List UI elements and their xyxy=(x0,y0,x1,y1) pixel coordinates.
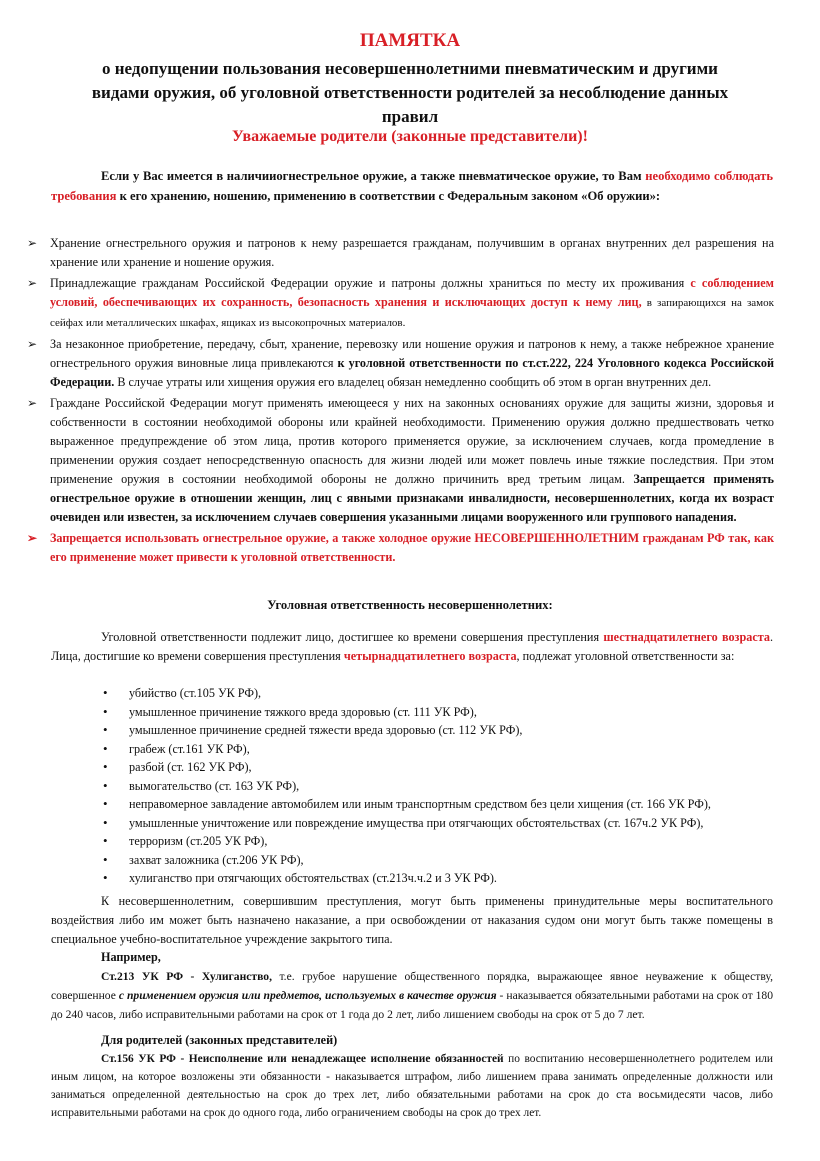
rule-warning-text: Запрещается использовать огнестрельное оружие, а также холодное оружие НЕСОВЕРШЕННОЛЕТНИМ гражданам РФ так, как его применение может привести к уголовной ответственности. xyxy=(50,531,774,564)
arrow-bullet-icon: ➢ xyxy=(27,337,38,351)
bullet-dot-icon: • xyxy=(103,796,108,811)
arrow-bullet-icon: ➢ xyxy=(27,276,38,290)
rule-item xyxy=(27,394,774,527)
crime-item xyxy=(103,721,773,740)
bullet-dot-icon: • xyxy=(103,685,108,700)
bullet-dot-icon: • xyxy=(103,703,108,719)
liability-text-1: Уголовной ответственности подлежит лицо, достигшее ко времени совершения преступления xyxy=(101,630,604,644)
crime-item xyxy=(103,851,773,870)
crime-text: терроризм (ст.205 УК РФ), xyxy=(129,834,268,848)
crime-item xyxy=(103,869,773,888)
measures-paragraph: К несовершеннолетним, совершившим преступления, могут быть применены принудительные меры воспитательного воздействия либо им может быть назначено наказание, а при освобождении от наказания судом они могут быть также помещены в специальное учебно-воспитательное учреждение закрытого типа. xyxy=(51,894,773,946)
article-156-title: Ст.156 УК РФ - Неисполнение или ненадлежащее исполнение обязанностей xyxy=(101,1053,504,1065)
bullet-dot-icon: • xyxy=(103,722,108,737)
crime-item xyxy=(103,832,773,851)
article-213-text-1: т.е. грубое нарушение общественного порядка, выражающее явное неуважение к обществу, совершенное xyxy=(51,970,773,1002)
liability-text-3: , подлежат уголовной ответственности за: xyxy=(516,649,735,663)
rule-text: Хранение огнестрельного оружия и патронов к нему разрешается гражданам, получившим в органах внутренних дел разрешения на хранение или хранение и ношение оружия. xyxy=(50,236,774,269)
bullet-dot-icon: • xyxy=(103,814,108,830)
crime-item xyxy=(103,814,773,833)
crime-text: неправомерное завладение автомобилем или иным транспортным средством без цели хищения (ст. 166 УК РФ), xyxy=(129,797,711,811)
rule-item xyxy=(27,335,774,392)
liability-heading: Уголовная ответственность несовершеннолетних: xyxy=(267,598,553,612)
rule-text-continued: в запирающихся на замок сейфах или металлических шкафах, ящиках из высокопрочных материалов. xyxy=(50,297,774,329)
liability-text-2: . Лица, достигшие ко времени совершения преступления xyxy=(51,630,773,663)
article-156-paragraph xyxy=(51,1050,773,1122)
crime-text: хулиганство при отягчающих обстоятельствах (ст.213ч.ч.2 и 3 УК РФ). xyxy=(129,871,497,885)
liability-paragraph xyxy=(51,628,773,666)
rule-item xyxy=(27,274,774,333)
rule-highlight: с соблюдением условий, обеспечивающих их сохранность, безопасность хранения и исключающих доступ к нему лиц, xyxy=(50,276,774,309)
subtitle-line-1: о недопущении пользования несовершеннолетними пневматическим и другими xyxy=(102,59,718,78)
crime-text: грабеж (ст.161 УК РФ), xyxy=(129,741,250,756)
crime-text: умышленное причинение средней тяжести вреда здоровью (ст. 112 УК РФ), xyxy=(129,723,523,737)
intro-paragraph xyxy=(51,166,773,206)
article-213-paragraph xyxy=(51,967,773,1024)
bullet-dot-icon: • xyxy=(103,870,108,885)
arrow-bullet-icon: ➢ xyxy=(27,236,38,250)
crime-item xyxy=(103,703,773,722)
arrow-bullet-icon: ➢ xyxy=(27,396,38,410)
bullet-dot-icon: • xyxy=(103,759,108,774)
crime-text: разбой (ст. 162 УК РФ), xyxy=(129,760,252,774)
rule-item-warning xyxy=(27,529,774,567)
crimes-list xyxy=(103,684,773,888)
crime-text: умышленное причинение тяжкого вреда здоровью (ст. 111 УК РФ), xyxy=(129,704,477,719)
rule-text: За незаконное приобретение, передачу, сбыт, хранение, перевозку или ношение оружия и патронов к нему, а также небрежное хранение огнестрельного оружия виновные лица привлекаются xyxy=(50,337,774,370)
rule-bold: Запрещается применять огнестрельное оружие в отношении женщин, лиц с явными признаками инвалидности, несовершеннолетних, когда их возраст очевиден или известен, за исключением случаев совершения указанными лицами вооруженного или группового нападения. xyxy=(50,472,774,524)
arrow-bullet-icon: ➢ xyxy=(27,531,38,545)
subtitle-line-3: правил xyxy=(381,107,439,126)
document-title: ПАМЯТКА xyxy=(359,30,461,51)
intro-text-2: к его хранению, ношению, применению в соответствии с Федеральным законом «Об оружии»: xyxy=(116,189,661,203)
document-subtitle xyxy=(40,57,780,129)
intro-text-1: Если у Вас имеется в наличииогнестрельное оружие, а также пневматическое оружие, то Вам xyxy=(101,169,646,183)
rule-text: Принадлежащие гражданам Российской Федерации оружие и патроны должны храниться по месту их проживания xyxy=(50,276,691,290)
rule-text: Граждане Российской Федерации могут применять имеющееся у них на законных основаниях оружие для защиты жизни, здоровья и собственности в состоянии необходимой обороны или крайней необходимости. Применению оружия должно предшествовать четко выраженное предупреждение об этом лица, против которого применяется оружие, за исключением случаев, когда промедление в применении оружия создает непосредственную опасность для жизни людей или может повлечь иные тяжкие последствия. При этом применение оружия в состоянии необходимой обороны не должно причинить вред третьим лицам. xyxy=(50,396,774,486)
rule-text-continued: В случае утраты или хищения оружия его владелец обязан немедленно сообщить об этом в орган внутренних дел. xyxy=(114,375,712,389)
rule-item xyxy=(27,234,774,272)
crime-text: умышленные уничтожение или повреждение имущества при отягчающих обстоятельствах (ст. 167ч.2 УК РФ), xyxy=(129,815,704,830)
age-14-highlight: четырнадцатилетнего возраста xyxy=(343,649,517,663)
crime-text: вымогательство (ст. 163 УК РФ), xyxy=(129,778,300,793)
article-213-text-2: - наказывается обязательными работами на срок от 180 до 240 часов, либо исправительными работами на срок от 1 года до 2 лет, либо лишением свободы на срок от 5 до 7 лет. xyxy=(51,989,773,1021)
rule-bold: к уголовной ответственности по ст.ст.222, 224 Уголовного кодекса Российской Федерации. xyxy=(50,356,774,389)
bullet-dot-icon: • xyxy=(103,777,108,793)
intro-highlight: необходимо соблюдать требования xyxy=(51,169,773,203)
article-213-title: Ст.213 УК РФ - Хулиганство, xyxy=(101,970,272,983)
article-213-emphasis: с применением оружия или предметов, используемых в качестве оружия xyxy=(118,989,497,1002)
greeting: Уважаемые родители (законные представители)! xyxy=(232,128,588,145)
subtitle-line-2: видами оружия, об уголовной ответственности родителей за несоблюдение данных xyxy=(91,83,729,102)
crime-item xyxy=(103,795,773,814)
crime-item xyxy=(103,777,773,796)
bullet-dot-icon: • xyxy=(103,851,108,867)
bullet-dot-icon: • xyxy=(103,833,108,848)
example-label: Например, xyxy=(101,950,161,964)
crime-item xyxy=(103,758,773,777)
crime-text: захват заложника (ст.206 УК РФ), xyxy=(129,852,304,867)
age-16-highlight: шестнадцатилетнего возраста xyxy=(603,630,770,644)
crime-text: убийство (ст.105 УК РФ), xyxy=(129,686,262,700)
crime-item xyxy=(103,684,773,703)
rules-list xyxy=(27,234,774,569)
parents-label: Для родителей (законных представителей) xyxy=(101,1033,338,1047)
bullet-dot-icon: • xyxy=(103,740,108,756)
crime-item xyxy=(103,740,773,759)
article-156-text: по воспитанию несовершеннолетнего родителем или иным лицом, на которое возложены эти обязанности - наказывается штрафом, либо лишением права занимать определенные должности или заниматься определенной деятельностью на срок до трех лет, либо обязательными работами на срок до ста восьмидесяти часов, либо исправительными работами на срок до одного года, либо ограничением свободы на срок до трех лет. xyxy=(51,1053,773,1119)
